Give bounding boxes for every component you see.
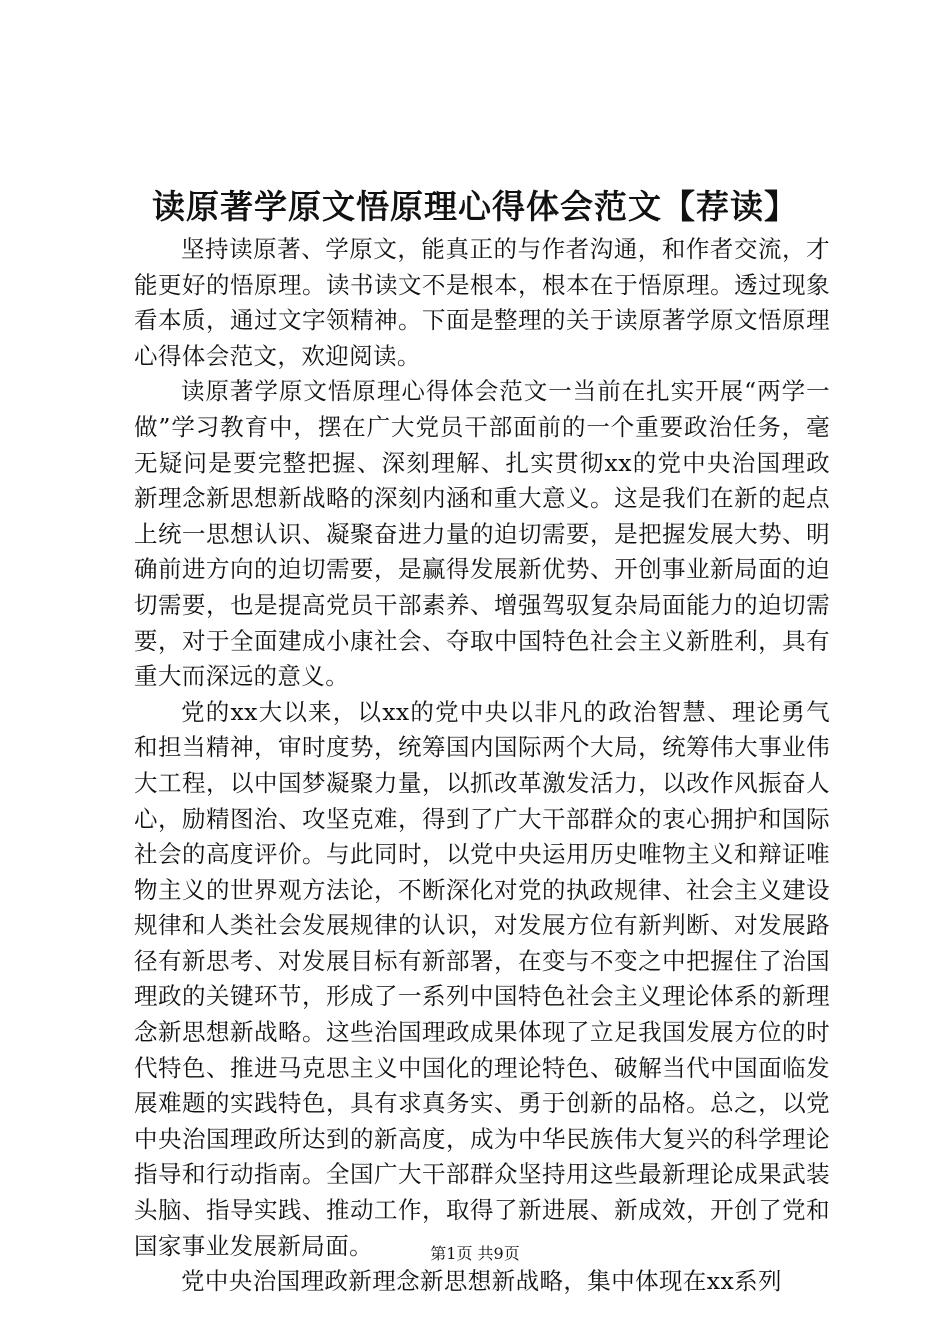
page-number-footer: 第1页 共9页	[430, 1244, 520, 1263]
paragraph-intro: 坚持读原著、学原文，能真正的与作者沟通，和作者交流，才能更好的悟原理。读书读文不是根本，根本在于悟原理。透过现象看本质，通过文字领精神。下面是整理的关于读原著学原文悟原理心得体会范文，欢迎阅读。	[134, 235, 830, 370]
document-title: 读原著学原文悟原理心得体会范文【荐读】	[152, 187, 798, 226]
paragraph-continued: 党中央治国理政新理念新思想新战略，集中体现在xx系列	[181, 1267, 782, 1296]
paragraph-essay-one: 读原著学原文悟原理心得体会范文一当前在扎实开展“两学一做”学习教育中，摆在广大党员干部面前的一个重要政治任务，毫无疑问是要完整把握、深刻理解、扎实贯彻xx的党中央治国理政新理念新思想新战略的深刻内涵和重大意义。这是我们在新的起点上统一思想认识、凝聚奋进力量的迫切需要，是把握发展大势、明确前进方向的迫切需要，是赢得发展新优势、开创事业新局面的迫切需要，也是提高党员干部素养、增强驾驭复杂局面能力的迫切需要，对于全面建成小康社会、夺取中国特色社会主义新胜利，具有重大而深远的意义。	[134, 377, 830, 691]
paragraph-party-congress: 党的xx大以来，以xx的党中央以非凡的政治智慧、理论勇气和担当精神，审时度势，统筹国内国际两个大局，统筹伟大事业伟大工程，以中国梦凝聚力量，以抓改革激发活力，以改作风振奋人心，励精图治、攻坚克难，得到了广大干部群众的衷心拥护和国际社会的高度评价。与此同时，以党中央运用历史唯物主义和辩证唯物主义的世界观方法论，不断深化对党的执政规律、社会主义建设规律和人类社会发展规律的认识，对发展方位有新判断、对发展路径有新思考、对发展目标有新部署，在变与不变之中把握住了治国理政的关键环节，形成了一系列中国特色社会主义理论体系的新理念新思想新战略。这些治国理政成果体现了立足我国发展方位的时代特色、推进马克思主义中国化的理论特色、破解当代中国面临发展难题的实践特色，具有求真务实、勇于创新的品格。总之，以党中央治国理政所达到的新高度，成为中华民族伟大复兴的科学理论指导和行动指南。全国广大干部群众坚持用这些最新理论成果武装头脑、指导实践、推动工作，取得了新进展、新成效，开创了党和国家事业发展新局面。	[134, 697, 830, 1260]
document-body	[134, 232, 830, 1300]
